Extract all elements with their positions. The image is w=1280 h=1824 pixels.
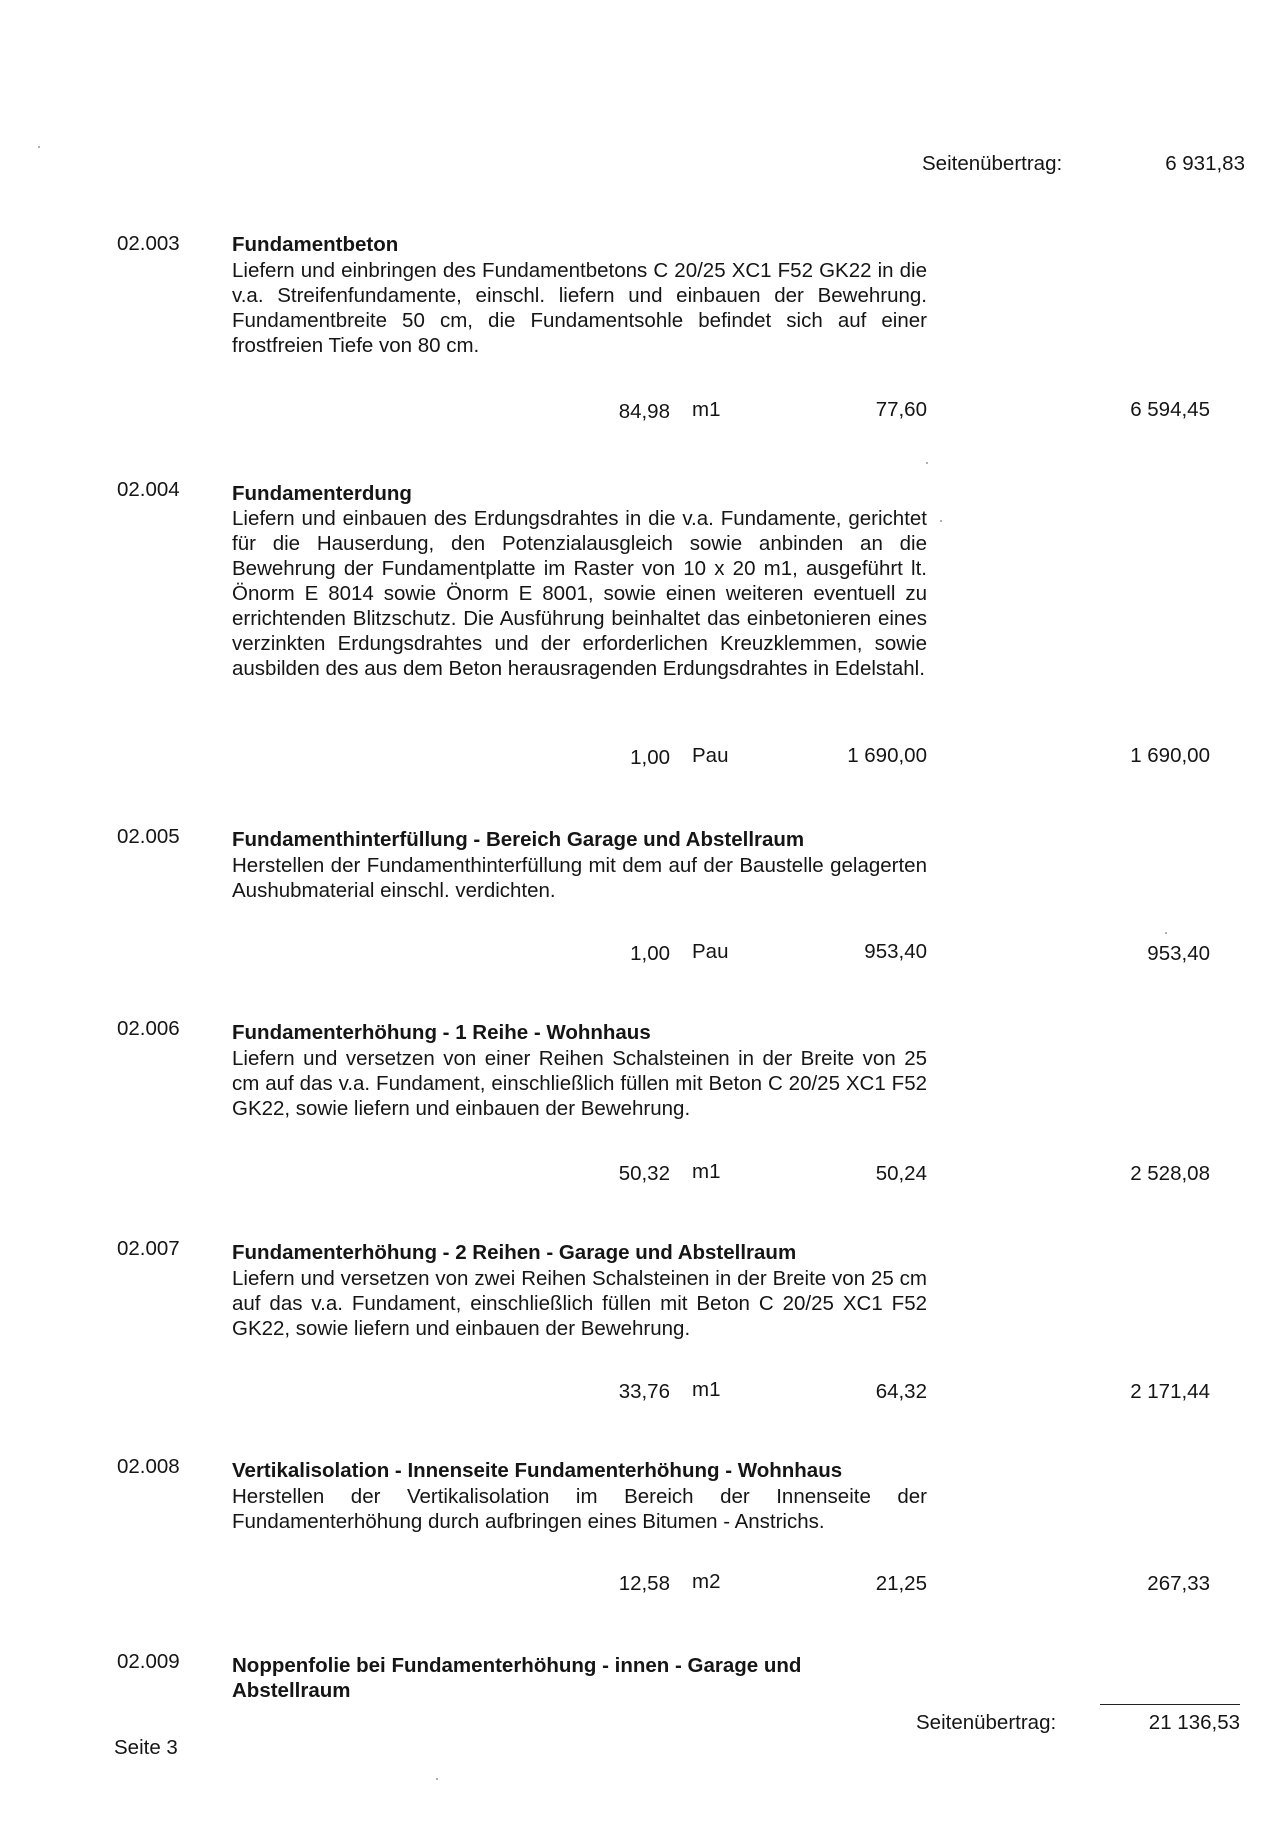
position-unit-price: 77,60 <box>875 398 927 421</box>
scan-speck <box>940 520 942 522</box>
position-title: Fundamentbeton <box>232 233 399 256</box>
scan-speck <box>436 1778 438 1780</box>
position-number: 02.003 <box>117 232 180 255</box>
position-title: Fundamenterhöhung - 1 Reihe - Wohnhaus <box>232 1021 651 1044</box>
position-title: Fundamenterdung <box>232 482 412 505</box>
position-title: Fundamenthinterfüllung - Bereich Garage und Abstellraum <box>232 828 805 851</box>
position-number: 02.007 <box>117 1237 180 1260</box>
position-description: Herstellen der Fundamenthinterfüllung mit dem auf der Baustelle gelagerten Aushubmaterial einschl. verdichten. <box>232 854 927 902</box>
footer-carry-value: 21 136,53 <box>1148 1711 1240 1734</box>
position-title-line: Abstellraum <box>232 1679 351 1702</box>
sum-underline <box>1100 1704 1240 1705</box>
footer-carry-label: Seitenübertrag: <box>916 1711 1057 1734</box>
position-quantity: 1,00 <box>630 746 670 769</box>
position-description: Liefern und versetzen von einer Reihen Schalsteinen in der Breite von 25 cm auf das v.a. Fundament, einschließlich füllen mit Beton C 20/25 XC1 F52 GK22, sowie liefern und einbauen der Bewehrung. <box>232 1047 927 1120</box>
header-carry-value: 6 931,83 <box>1165 152 1245 175</box>
position-title: Fundamenterhöhung - 2 Reihen - Garage und Abstellraum <box>232 1241 797 1264</box>
position-description: Liefern und einbauen des Erdungsdrahtes in die v.a. Fundamente, gerichtet für die Hauserdung, den Potenzialausgleich sowie anbinden an die Bewehrung der Fundamentplatte im Raster von 10 x 20 m1, ausgeführt lt. Önorm E 8014 sowie Önorm E 8001, sowie einen weiteren eventuell zu errichtenden Blitzschutz. Die Ausführung beinhaltet das einbetonieren eines verzinkten Erdungsdrahtes und der erforderlichen Kreuzklemmen, sowie ausbilden des aus dem Beton herausragenden Erdungsdrahtes in Edelstahl. <box>232 507 927 680</box>
position-quantity: 84,98 <box>618 400 670 423</box>
position-unit-price: 64,32 <box>875 1380 927 1403</box>
position-quantity: 33,76 <box>618 1380 670 1403</box>
position-total: 2 171,44 <box>1130 1380 1210 1403</box>
position-title: Vertikalisolation - Innenseite Fundamenterhöhung - Wohnhaus <box>232 1459 843 1482</box>
position-unit: m1 <box>692 398 721 421</box>
position-unit-price: 21,25 <box>875 1572 927 1595</box>
position-unit-price: 1 690,00 <box>847 744 927 767</box>
position-unit: m2 <box>692 1570 721 1593</box>
position-quantity: 12,58 <box>618 1572 670 1595</box>
scan-speck <box>1165 932 1167 934</box>
position-quantity: 50,32 <box>618 1162 670 1185</box>
position-number: 02.008 <box>117 1455 180 1478</box>
position-number: 02.009 <box>117 1650 180 1673</box>
position-number: 02.006 <box>117 1017 180 1040</box>
position-number: 02.004 <box>117 478 180 501</box>
position-unit: Pau <box>692 940 729 963</box>
position-total: 6 594,45 <box>1130 398 1210 421</box>
position-number: 02.005 <box>117 825 180 848</box>
position-description: Liefern und einbringen des Fundamentbetons C 20/25 XC1 F52 GK22 in die v.a. Streifenfundamente, einschl. liefern und einbauen der Bewehrung. Fundamentbreite 50 cm, die Fundamentsohle befindet sich auf einer frostfreien Tiefe von 80 cm. <box>232 259 927 357</box>
position-description: Liefern und versetzen von zwei Reihen Schalsteinen in der Breite von 25 cm auf das v.a. Fundament, einschließlich füllen mit Beton C 20/25 XC1 F52 GK22, sowie liefern und einbauen der Bewehrung. <box>232 1267 927 1340</box>
position-total: 1 690,00 <box>1130 744 1210 767</box>
page-number: Seite 3 <box>114 1736 178 1759</box>
position-unit: Pau <box>692 744 729 767</box>
header-carry-label: Seitenübertrag: <box>922 152 1063 175</box>
scan-speck <box>38 146 40 148</box>
position-unit: m1 <box>692 1160 721 1183</box>
position-description: Herstellen der Vertikalisolation im Bereich der Innenseite der Fundamenterhöhung durch aufbringen eines Bitumen - Anstrichs. <box>232 1485 927 1533</box>
position-unit: m1 <box>692 1378 721 1401</box>
position-total: 2 528,08 <box>1130 1162 1210 1185</box>
position-total: 953,40 <box>1147 942 1210 965</box>
position-total: 267,33 <box>1147 1572 1210 1595</box>
scan-speck <box>926 462 928 464</box>
position-unit-price: 953,40 <box>864 940 927 963</box>
position-title-line: Noppenfolie bei Fundamenterhöhung - innen - Garage und <box>232 1654 802 1677</box>
position-quantity: 1,00 <box>630 942 670 965</box>
position-unit-price: 50,24 <box>875 1162 927 1185</box>
